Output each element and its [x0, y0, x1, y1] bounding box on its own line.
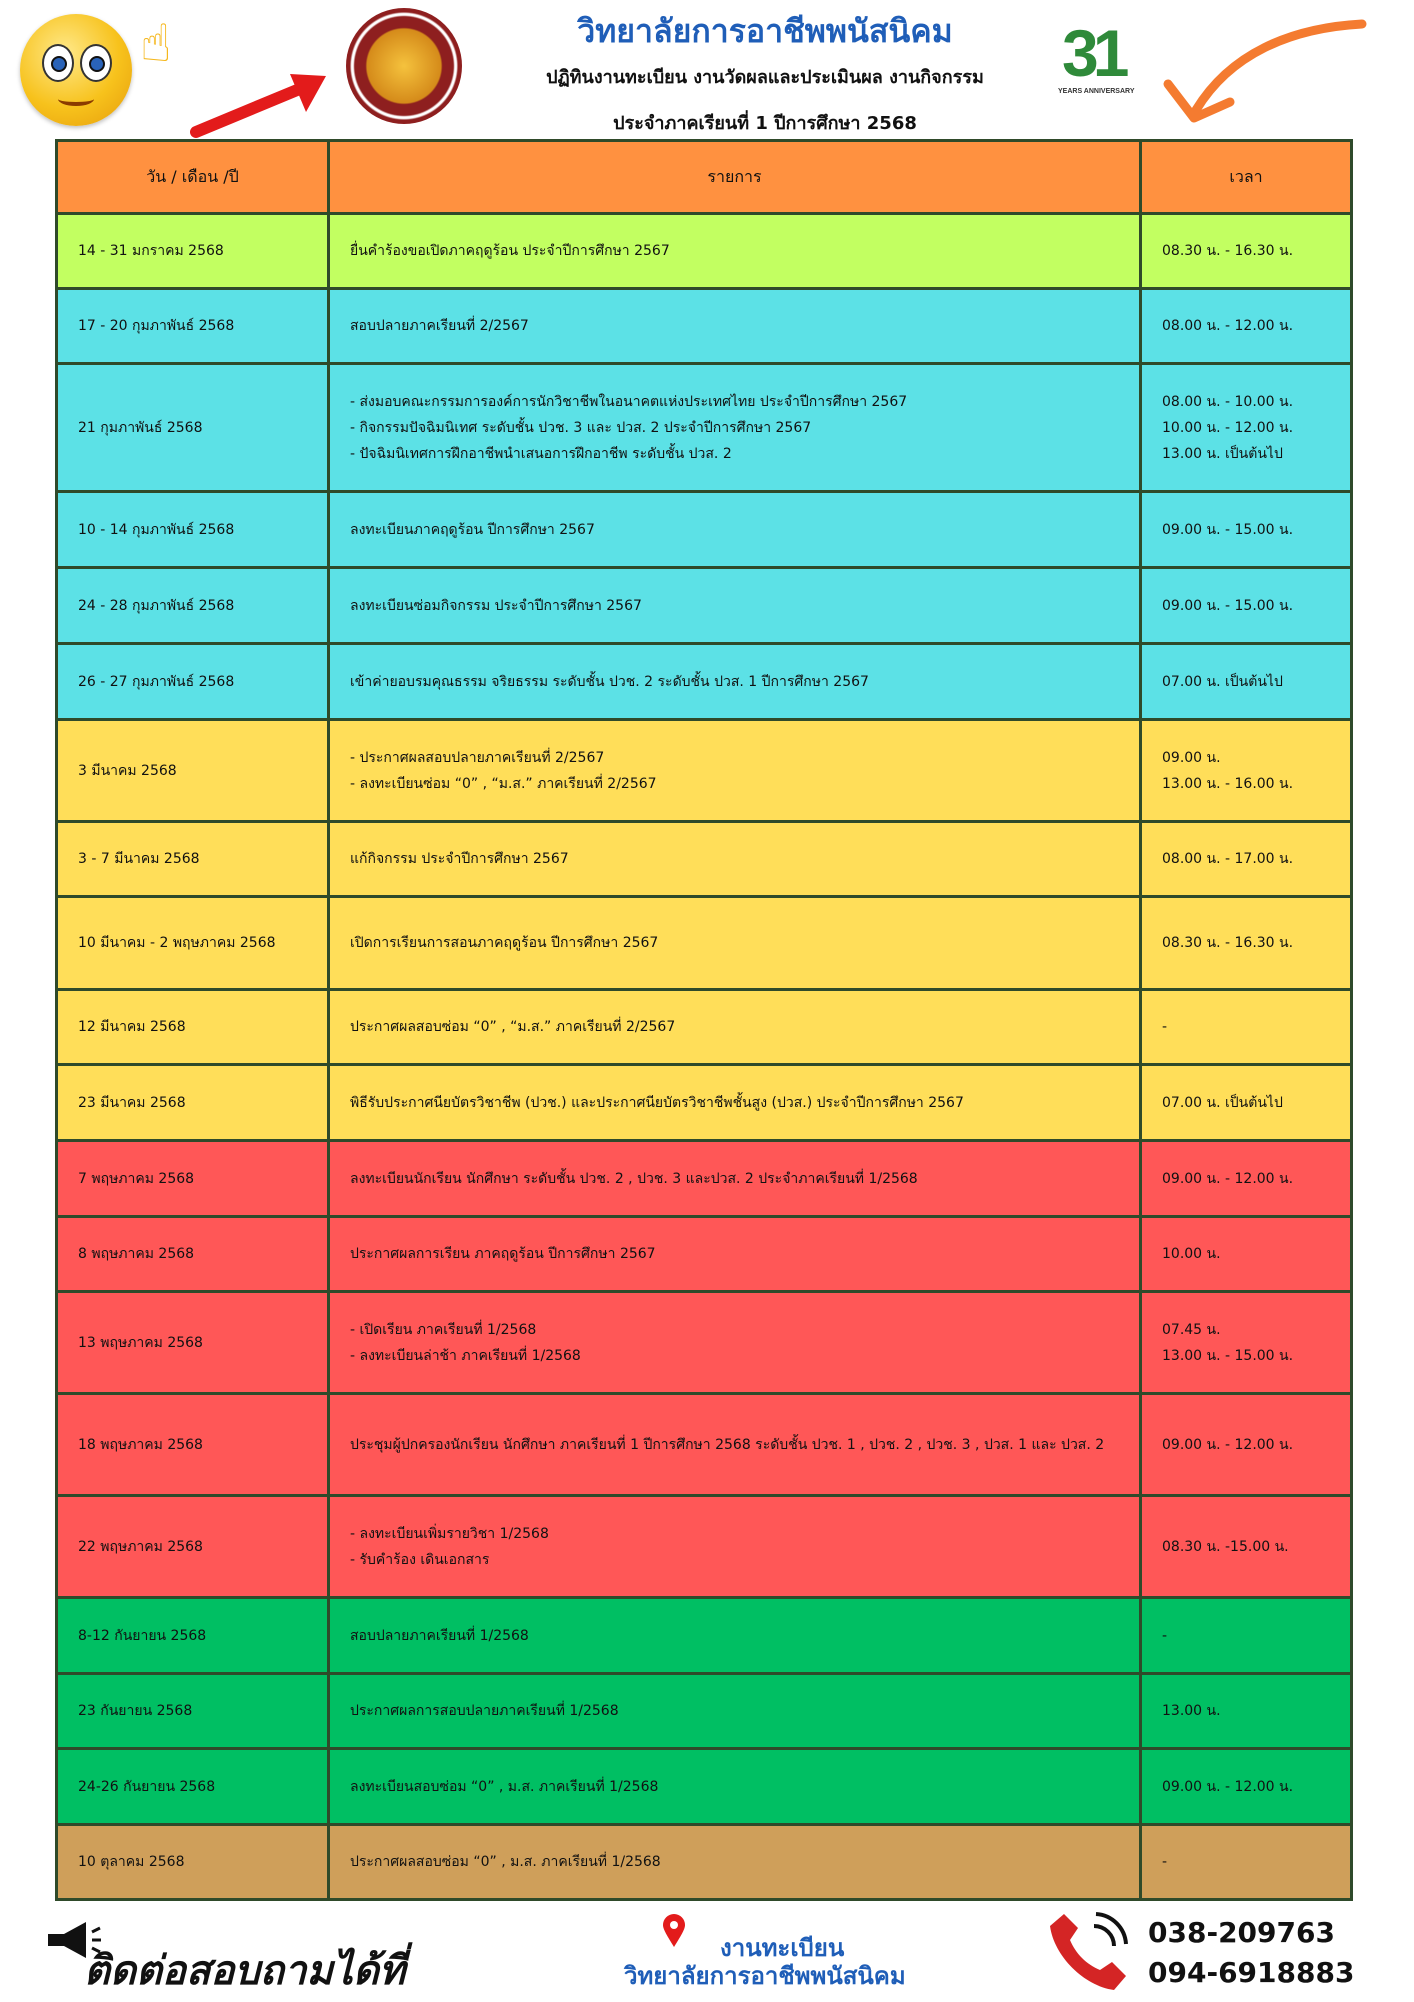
- row-times: [1141, 1394, 1352, 1496]
- row-times: [1141, 1065, 1352, 1141]
- row-item-text: - ลงทะเบียนล่าช้า ภาคเรียนที่ 1/2568: [350, 1347, 581, 1364]
- row-items: [329, 568, 1141, 644]
- row-time-text: 08.00 น. - 12.00 น.: [1162, 318, 1294, 334]
- row-item-text: - เปิดเรียน ภาคเรียนที่ 1/2568: [350, 1321, 537, 1338]
- table-row: [57, 214, 1352, 289]
- row-items: [329, 1394, 1141, 1496]
- row-items: [329, 990, 1141, 1065]
- office-college: วิทยาลัยการอาชีพพนัสนิคม: [624, 1962, 906, 1990]
- row-items: [329, 1292, 1141, 1394]
- row-items: [329, 1217, 1141, 1292]
- row-time-text: 09.00 น. - 12.00 น.: [1162, 1778, 1294, 1795]
- table-row: [57, 289, 1352, 364]
- row-time-text: 09.00 น.: [1162, 749, 1221, 766]
- row-items: [329, 644, 1141, 720]
- contact-label: ติดต่อสอบถามได้ที่: [84, 1948, 406, 1994]
- table-row: [57, 1496, 1352, 1598]
- phone-number-1: 038-209763: [1148, 1916, 1335, 1949]
- row-date: 10 ตุลาคม 2568: [57, 1825, 329, 1900]
- row-items: [329, 1065, 1141, 1141]
- col-item-header: รายการ: [329, 141, 1141, 214]
- row-item-text: แก้กิจกรรม ประจำปีการศึกษา 2567: [350, 851, 569, 867]
- row-item-text: - ปัจฉิมนิเทศการฝึกอาชีพนำเสนอการฝึกอาชีพ ระดับชั้น ปวส. 2: [350, 445, 732, 462]
- row-date: 22 พฤษภาคม 2568: [57, 1496, 329, 1598]
- ok-hand-icon: ☝: [140, 14, 172, 74]
- footer: [0, 1898, 1414, 2000]
- row-time-text: 13.00 น. - 15.00 น.: [1162, 1347, 1294, 1364]
- row-item-text: - รับคำร้อง เดินเอกสาร: [350, 1551, 490, 1568]
- row-times: [1141, 1141, 1352, 1217]
- row-time-text: 08.00 น. - 10.00 น.: [1162, 393, 1294, 410]
- row-time-text: 13.00 น. เป็นต้นไป: [1162, 445, 1283, 462]
- row-items: [329, 1496, 1141, 1598]
- row-times: [1141, 364, 1352, 492]
- row-item-text: ยื่นคำร้องขอเปิดภาคฤดูร้อน ประจำปีการศึกษา 2567: [350, 243, 670, 259]
- row-times: [1141, 492, 1352, 568]
- office-name: งานทะเบียน: [720, 1934, 845, 1962]
- row-date: 18 พฤษภาคม 2568: [57, 1394, 329, 1496]
- row-date: 3 มีนาคม 2568: [57, 720, 329, 822]
- col-time-header: เวลา: [1141, 141, 1352, 214]
- row-time-text: -: [1162, 1627, 1168, 1644]
- table-row: [57, 1598, 1352, 1674]
- row-time-text: 08.30 น. - 16.30 น.: [1162, 935, 1294, 951]
- anniversary-caption: YEARS ANNIVERSARY: [1058, 88, 1135, 95]
- college-seal-icon: [346, 8, 462, 124]
- anniversary-number: 31: [1062, 16, 1124, 90]
- row-times: [1141, 720, 1352, 822]
- row-date: 26 - 27 กุมภาพันธ์ 2568: [57, 644, 329, 720]
- row-items: [329, 897, 1141, 990]
- calendar-subtitle: ปฏิทินงานทะเบียน งานวัดผลและประเมินผล งานกิจกรรม: [546, 67, 984, 88]
- table-row: [57, 1674, 1352, 1749]
- row-items: [329, 822, 1141, 897]
- location-pin-icon: [662, 1914, 686, 1948]
- table-row: [57, 822, 1352, 897]
- row-time-text: 07.00 น. เป็นต้นไป: [1162, 1094, 1283, 1111]
- row-items: [329, 1141, 1141, 1217]
- phone-number-2: 094-6918883: [1148, 1956, 1355, 1989]
- row-date: 3 - 7 มีนาคม 2568: [57, 822, 329, 897]
- table-row: [57, 990, 1352, 1065]
- row-time-text: 09.00 น. - 12.00 น.: [1162, 1170, 1294, 1187]
- row-time-text: 07.00 น. เป็นต้นไป: [1162, 673, 1283, 690]
- row-date: 7 พฤษภาคม 2568: [57, 1141, 329, 1217]
- table-header-row: [57, 141, 1352, 214]
- row-time-text: 08.00 น. - 17.00 น.: [1162, 851, 1294, 867]
- row-times: [1141, 644, 1352, 720]
- smiley-emoji-icon: [20, 14, 132, 126]
- table-row: [57, 1394, 1352, 1496]
- row-time-text: 08.30 น. -15.00 น.: [1162, 1538, 1289, 1555]
- row-items: [329, 1674, 1141, 1749]
- table-row: [57, 568, 1352, 644]
- row-item-text: ลงทะเบียนสอบซ่อม “0” , ม.ส. ภาคเรียนที่ 1/2568: [350, 1778, 659, 1795]
- row-item-text: - กิจกรรมปัจฉิมนิเทศ ระดับชั้น ปวช. 3 และ ปวส. 2 ประจำปีการศึกษา 2567: [350, 419, 812, 436]
- row-time-text: 09.00 น. - 15.00 น.: [1162, 597, 1294, 614]
- phone-icon: [1044, 1906, 1134, 1996]
- table-row: [57, 897, 1352, 990]
- row-date: 12 มีนาคม 2568: [57, 990, 329, 1065]
- table-row: [57, 1292, 1352, 1394]
- row-items: [329, 1749, 1141, 1825]
- row-date: 21 กุมภาพันธ์ 2568: [57, 364, 329, 492]
- row-item-text: - ส่งมอบคณะกรรมการองค์การนักวิชาชีพในอนาคตแห่งประเทศไทย ประจำปีการศึกษา 2567: [350, 393, 908, 410]
- row-items: [329, 1825, 1141, 1900]
- row-time-text: 10.00 น.: [1162, 1246, 1221, 1262]
- table-row: [57, 1141, 1352, 1217]
- row-item-text: - ลงทะเบียนซ่อม “0” , “ม.ส.” ภาคเรียนที่ 2/2567: [350, 775, 657, 792]
- row-times: [1141, 1598, 1352, 1674]
- row-item-text: ประชุมผู้ปกครองนักเรียน นักศึกษา ภาคเรียนที่ 1 ปีการศึกษา 2568 ระดับชั้น ปวช. 1 , ปวช. 2 , ปวช. 3 , ปวส. 1 และ ปวส. 2: [350, 1436, 1105, 1453]
- table-row: [57, 1065, 1352, 1141]
- row-date: 24 - 28 กุมภาพันธ์ 2568: [57, 568, 329, 644]
- row-times: [1141, 1292, 1352, 1394]
- row-item-text: เปิดการเรียนการสอนภาคฤดูร้อน ปีการศึกษา 2567: [350, 935, 659, 951]
- header: [0, 0, 1414, 138]
- table-row: [57, 644, 1352, 720]
- row-item-text: ลงทะเบียนซ่อมกิจกรรม ประจำปีการศึกษา 2567: [350, 597, 642, 614]
- row-times: [1141, 1496, 1352, 1598]
- row-times: [1141, 1674, 1352, 1749]
- table-row: [57, 364, 1352, 492]
- row-item-text: - ประกาศผลสอบปลายภาคเรียนที่ 2/2567: [350, 749, 605, 766]
- row-times: [1141, 1825, 1352, 1900]
- row-time-text: -: [1162, 1854, 1168, 1870]
- row-items: [329, 720, 1141, 822]
- row-date: 10 - 14 กุมภาพันธ์ 2568: [57, 492, 329, 568]
- row-item-text: ประกาศผลการสอบปลายภาคเรียนที่ 1/2568: [350, 1703, 619, 1719]
- row-date: 24-26 กันยายน 2568: [57, 1749, 329, 1825]
- row-times: [1141, 1217, 1352, 1292]
- row-times: [1141, 214, 1352, 289]
- row-item-text: เข้าค่ายอบรมคุณธรรม จริยธรรม ระดับชั้น ปวช. 2 ระดับชั้น ปวส. 1 ปีการศึกษา 2567: [350, 673, 869, 690]
- row-times: [1141, 990, 1352, 1065]
- row-items: [329, 214, 1141, 289]
- row-times: [1141, 1749, 1352, 1825]
- row-date: 10 มีนาคม - 2 พฤษภาคม 2568: [57, 897, 329, 990]
- table-row: [57, 720, 1352, 822]
- table-row: [57, 1749, 1352, 1825]
- calendar-body: [57, 214, 1352, 1900]
- row-item-text: ลงทะเบียนนักเรียน นักศึกษา ระดับชั้น ปวช. 2 , ปวช. 3 และปวส. 2 ประจำภาคเรียนที่ 1/2568: [350, 1170, 918, 1187]
- row-item-text: ลงทะเบียนภาคฤดูร้อน ปีการศึกษา 2567: [350, 521, 595, 538]
- calendar-table: [55, 139, 1353, 1901]
- row-time-text: 10.00 น. - 12.00 น.: [1162, 419, 1294, 436]
- row-items: [329, 289, 1141, 364]
- row-time-text: 07.45 น.: [1162, 1321, 1221, 1338]
- row-items: [329, 364, 1141, 492]
- row-time-text: 13.00 น. - 16.00 น.: [1162, 775, 1294, 792]
- row-time-text: 09.00 น. - 15.00 น.: [1162, 521, 1294, 538]
- row-date: 8-12 กันยายน 2568: [57, 1598, 329, 1674]
- row-item-text: สอบปลายภาคเรียนที่ 1/2568: [350, 1627, 529, 1644]
- anniversary-logo: [1058, 18, 1138, 106]
- row-time-text: 13.00 น.: [1162, 1703, 1221, 1719]
- term-title: ประจำภาคเรียนที่ 1 ปีการศึกษา 2568: [613, 113, 917, 134]
- row-items: [329, 492, 1141, 568]
- row-items: [329, 1598, 1141, 1674]
- row-times: [1141, 568, 1352, 644]
- row-times: [1141, 897, 1352, 990]
- row-date: 17 - 20 กุมภาพันธ์ 2568: [57, 289, 329, 364]
- row-item-text: - ลงทะเบียนเพิ่มรายวิชา 1/2568: [350, 1525, 549, 1542]
- row-item-text: ประกาศผลสอบซ่อม “0” , “ม.ส.” ภาคเรียนที่ 2/2567: [350, 1019, 676, 1035]
- row-times: [1141, 289, 1352, 364]
- row-date: 14 - 31 มกราคม 2568: [57, 214, 329, 289]
- table-row: [57, 1825, 1352, 1900]
- row-time-text: 08.30 น. - 16.30 น.: [1162, 243, 1294, 259]
- row-date: 23 กันยายน 2568: [57, 1674, 329, 1749]
- row-times: [1141, 822, 1352, 897]
- row-item-text: ประกาศผลการเรียน ภาคฤดูร้อน ปีการศึกษา 2567: [350, 1246, 656, 1262]
- row-item-text: สอบปลายภาคเรียนที่ 2/2567: [350, 318, 529, 334]
- row-date: 13 พฤษภาคม 2568: [57, 1292, 329, 1394]
- row-item-text: พิธีรับประกาศนียบัตรวิชาชีพ (ปวช.) และประกาศนียบัตรวิชาชีพชั้นสูง (ปวส.) ประจำปีการศึกษา 2567: [350, 1094, 964, 1111]
- row-item-text: ประกาศผลสอบซ่อม “0” , ม.ส. ภาคเรียนที่ 1/2568: [350, 1854, 661, 1870]
- table-row: [57, 1217, 1352, 1292]
- college-name: วิทยาลัยการอาชีพพนัสนิคม: [577, 12, 953, 50]
- table-row: [57, 492, 1352, 568]
- row-date: 23 มีนาคม 2568: [57, 1065, 329, 1141]
- row-time-text: 09.00 น. - 12.00 น.: [1162, 1436, 1294, 1453]
- row-time-text: -: [1162, 1019, 1168, 1035]
- row-date: 8 พฤษภาคม 2568: [57, 1217, 329, 1292]
- red-arrow-icon: [190, 70, 330, 140]
- orange-arrow-icon: [1150, 14, 1370, 134]
- col-date-header: วัน / เดือน /ปี: [57, 141, 329, 214]
